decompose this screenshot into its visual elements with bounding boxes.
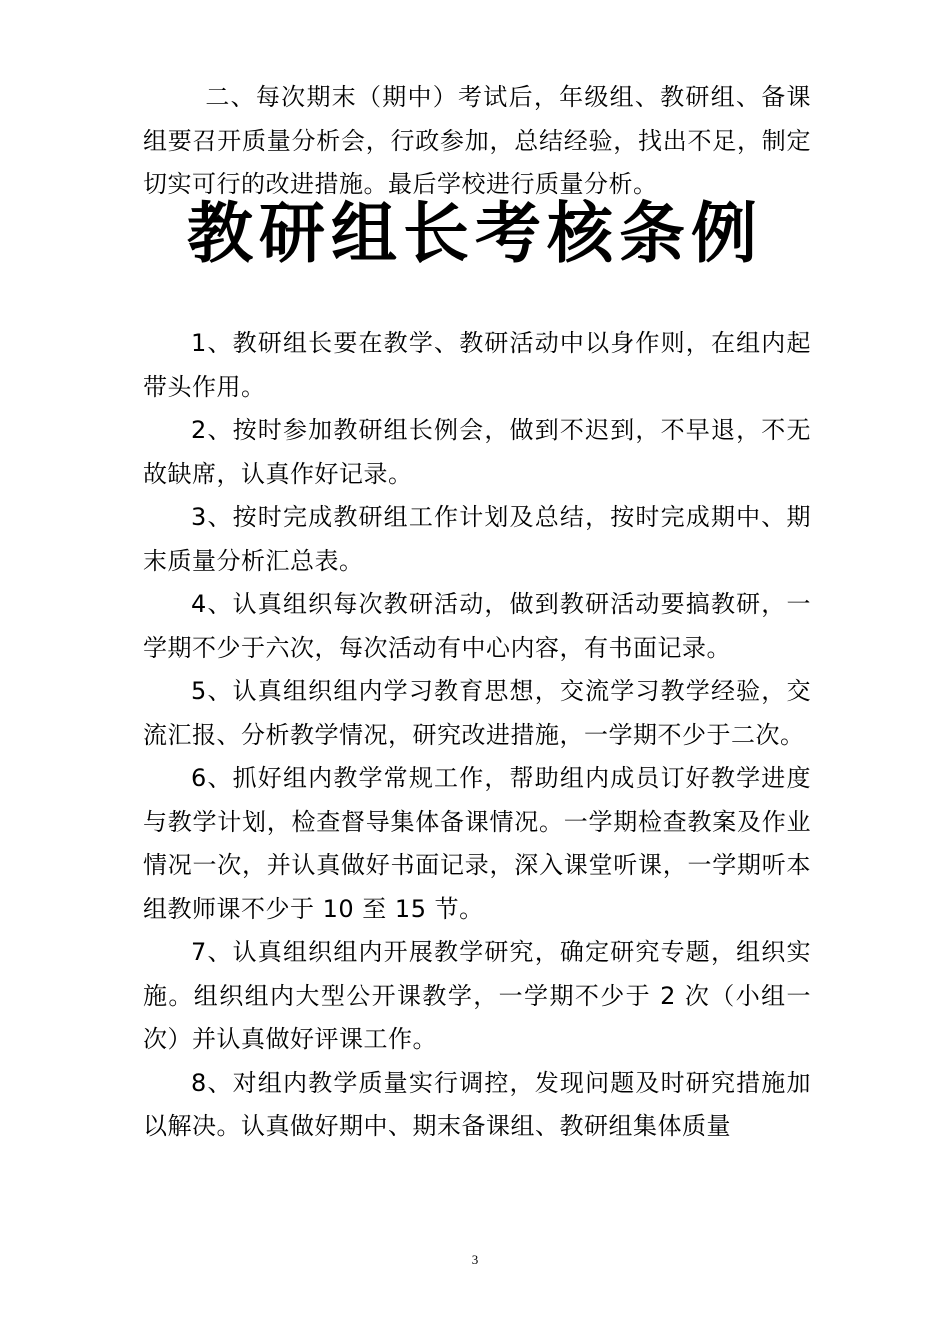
rule-item-5: 5、认真组织组内学习教育思想，交流学习教学经验，交流汇报、分析教学情况，研究改进措施，一学期不少于二次。 (143, 677, 811, 749)
rule-item-7: 7、认真组织组内开展教学研究，确定研究专题，组织实施。组织组内大型公开课教学，一学期不少于 2 次（小组一次）并认真做好评课工作。 (143, 938, 811, 1053)
rule-item-4: 4、认真组织每次教研活动，做到教研活动要搞教研，一学期不少于六次，每次活动有中心内容，有书面记录。 (143, 590, 811, 662)
rules-list (143, 322, 811, 1149)
page-number: 3 (471, 1252, 479, 1267)
rule-item-8: 8、对组内教学质量实行调控，发现问题及时研究措施加以解决。认真做好期中、期末备课组、教研组集体质量 (143, 1068, 811, 1140)
rule-item-3: 3、按时完成教研组工作计划及总结，按时完成期中、期末质量分析汇总表。 (143, 503, 811, 575)
document-title: 教研组长考核条例 (187, 195, 763, 272)
rule-item-1: 1、教研组长要在教学、教研活动中以身作则，在组内起带头作用。 (143, 329, 811, 401)
intro-paragraph: 二、每次期末（期中）考试后，年级组、教研组、备课组要召开质量分析会，行政参加，总结经验，找出不足，制定切实可行的改进措施。最后学校进行质量分析。 (143, 83, 811, 198)
rule-item-2: 2、按时参加教研组长例会，做到不迟到，不早退，不无故缺席，认真作好记录。 (143, 416, 811, 488)
rule-item-6: 6、抓好组内教学常规工作，帮助组内成员订好教学进度与教学计划，检查督导集体备课情况。一学期检查教案及作业情况一次，并认真做好书面记录，深入课堂听课，一学期听本组教师课不少于 10 至 15 节。 (143, 764, 811, 923)
intro-section (143, 76, 811, 207)
